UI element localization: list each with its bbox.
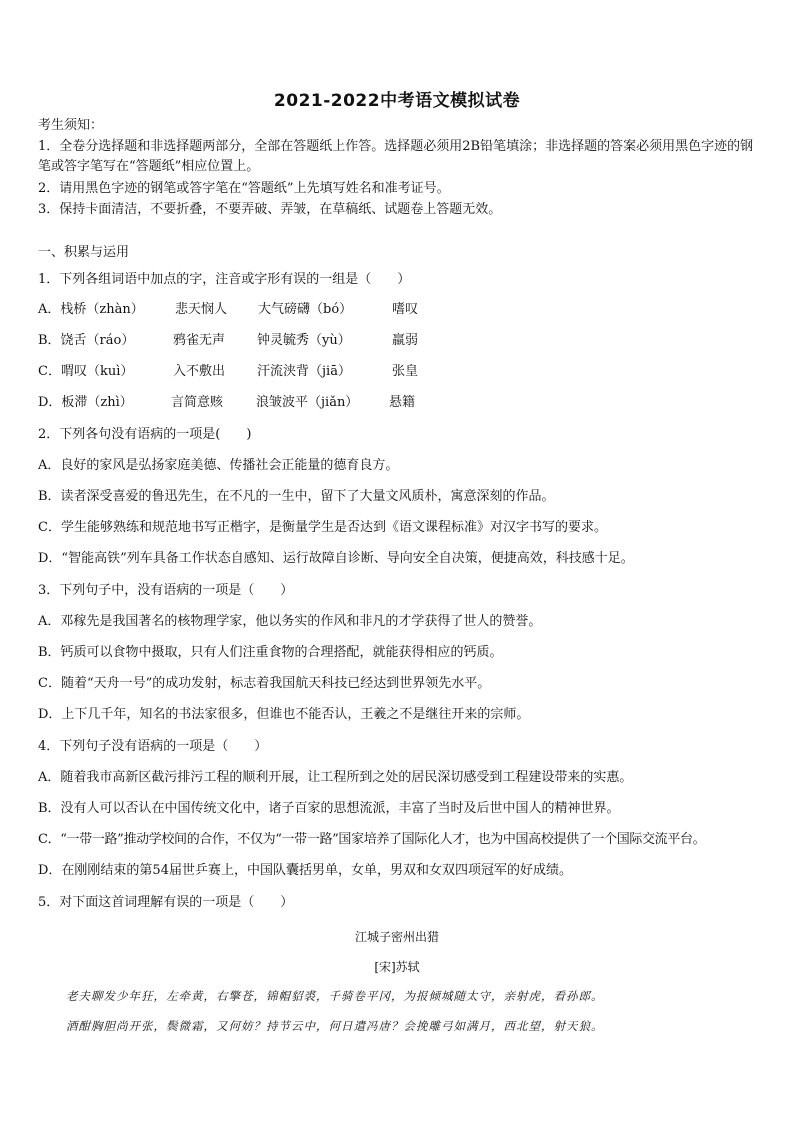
q1-option-c-col1: C．喟叹（kuì） bbox=[38, 364, 134, 379]
q1-option-d-col2: 言简意赅 bbox=[171, 395, 224, 410]
q4-option-b: B．没有人可以否认在中国传统文化中，诸子百家的思想流派，丰富了当时及后世中国人的精神世界。 bbox=[38, 801, 620, 816]
notice-item-3: 3．保持卡面清洁，不要折叠，不要弄破、弄皱，在草稿纸、试题卷上答题无效。 bbox=[38, 202, 502, 217]
q3-option-b: B．钙质可以食物中摄取，只有人们注重食物的合理搭配，就能获得相应的钙质。 bbox=[38, 645, 503, 660]
q1-option-d-col1: D．板滞（zhì） bbox=[38, 395, 133, 410]
page-title: 2021-2022中考语文模拟试卷 bbox=[273, 91, 521, 111]
question-4-stem: 4．下列句子没有语病的一项是（ ） bbox=[38, 739, 268, 754]
q1-option-a-col3: 大气磅礴（bó） bbox=[258, 302, 353, 317]
q3-option-a: A．邓稼先是我国著名的核物理学家，他以务实的作风和非凡的才学获得了世人的赞誉。 bbox=[38, 614, 542, 629]
q1-option-d-col4: 悬籍 bbox=[389, 395, 416, 410]
q3-option-d: D．上下几千年，知名的书法家很多，但谁也不能否认，王羲之不是继往开来的宗师。 bbox=[38, 707, 530, 722]
q1-option-a-col1: A．栈桥（zhàn） bbox=[38, 302, 144, 317]
poem-title: 江城子密州出猎 bbox=[354, 930, 439, 944]
notice-item-2: 2．请用黑色字迹的钢笔或答字笔在“答题纸”上先填写姓名和准考证号。 bbox=[38, 181, 450, 196]
poem-author: [宋]苏轼 bbox=[374, 960, 420, 974]
q1-option-b-col2: 鸦雀无声 bbox=[173, 333, 226, 348]
question-2-stem: 2．下列各句没有语病的一项是( ) bbox=[38, 427, 252, 442]
q1-option-c-col4: 张皇 bbox=[392, 364, 419, 379]
notice-item-1: 1．全卷分选择题和非选择题两部分，全部在答题纸上作答。选择题必须用2B铅笔填涂；非选择题的答案必须用黑色字迹的钢笔或答字笔写在“答题纸”相应位置上。 bbox=[38, 139, 754, 174]
q2-option-a: A．良好的家风是弘扬家庭美德、传播社会正能量的德育良方。 bbox=[38, 458, 399, 473]
q1-option-c-col2: 入不敷出 bbox=[173, 364, 226, 379]
section-heading: 一、积累与运用 bbox=[38, 245, 130, 260]
q2-option-d: D．“智能高铁”列车具备工作状态自感知、运行故障自诊断、导向安全自决策，便捷高效，科技感十足。 bbox=[38, 551, 634, 566]
q4-option-a: A．随着我市高新区截污排污工程的顺利开展，让工程所到之处的居民深切感受到工程建设带来的实惠。 bbox=[38, 770, 633, 785]
question-1-stem: 1．下列各组词语中加点的字，注音或字形有误的一组是（ ） bbox=[38, 272, 411, 287]
q1-option-b-col4: 羸弱 bbox=[392, 333, 419, 348]
q1-option-a-col4: 嗜叹 bbox=[392, 302, 419, 317]
q2-option-b: B．读者深受喜爱的鲁迅先生，在不凡的一生中，留下了大量文风质朴，寓意深刻的作品。 bbox=[38, 489, 555, 504]
q4-option-d: D．在刚刚结束的第54届世乒赛上，中国队囊括男单，女单，男双和女双四项冠军的好成绩。 bbox=[38, 863, 572, 878]
question-3-stem: 3．下列句子中，没有语病的一项是（ ） bbox=[38, 583, 294, 598]
q1-option-d-col3: 浪皱波平（jiǎn） bbox=[256, 395, 359, 410]
question-5-stem: 5．对下面这首词理解有误的一项是（ ） bbox=[38, 895, 294, 910]
poem-line-1: 老夫聊发少年狂，左牵黄，右擎苍，锦帽貂裘，千骑卷平冈，为报倾城随太守，亲射虎，看孙郎。 bbox=[66, 989, 604, 1003]
q1-option-b-col3: 钟灵毓秀（yù） bbox=[257, 333, 351, 348]
q3-option-c: C．随着“天舟一号”的成功发射，标志着我国航天科技已经达到世界领先水平。 bbox=[38, 676, 491, 691]
q2-option-c: C．学生能够熟练和规范地书写正楷字，是衡量学生是否达到《语文课程标准》对汉字书写的要求。 bbox=[38, 520, 607, 535]
poem-line-2: 酒酣胸胆尚开张，鬓微霜，又何妨？持节云中，何日遣冯唐？会挽雕弓如满月，西北望，射天狼。 bbox=[66, 1019, 604, 1033]
q4-option-c: C．“一带一路”推动学校间的合作，不仅为“一带一路”国家培养了国际化人才，也为中国高校提供了一个国际交流平台。 bbox=[38, 832, 706, 847]
q1-option-b-col1: B．饶舌（ráo） bbox=[38, 333, 135, 348]
q1-option-a-col2: 悲天悯人 bbox=[175, 302, 228, 317]
q1-option-c-col3: 汗流浃背（jiā） bbox=[257, 364, 351, 379]
notice-heading: 考生须知： bbox=[38, 118, 104, 133]
